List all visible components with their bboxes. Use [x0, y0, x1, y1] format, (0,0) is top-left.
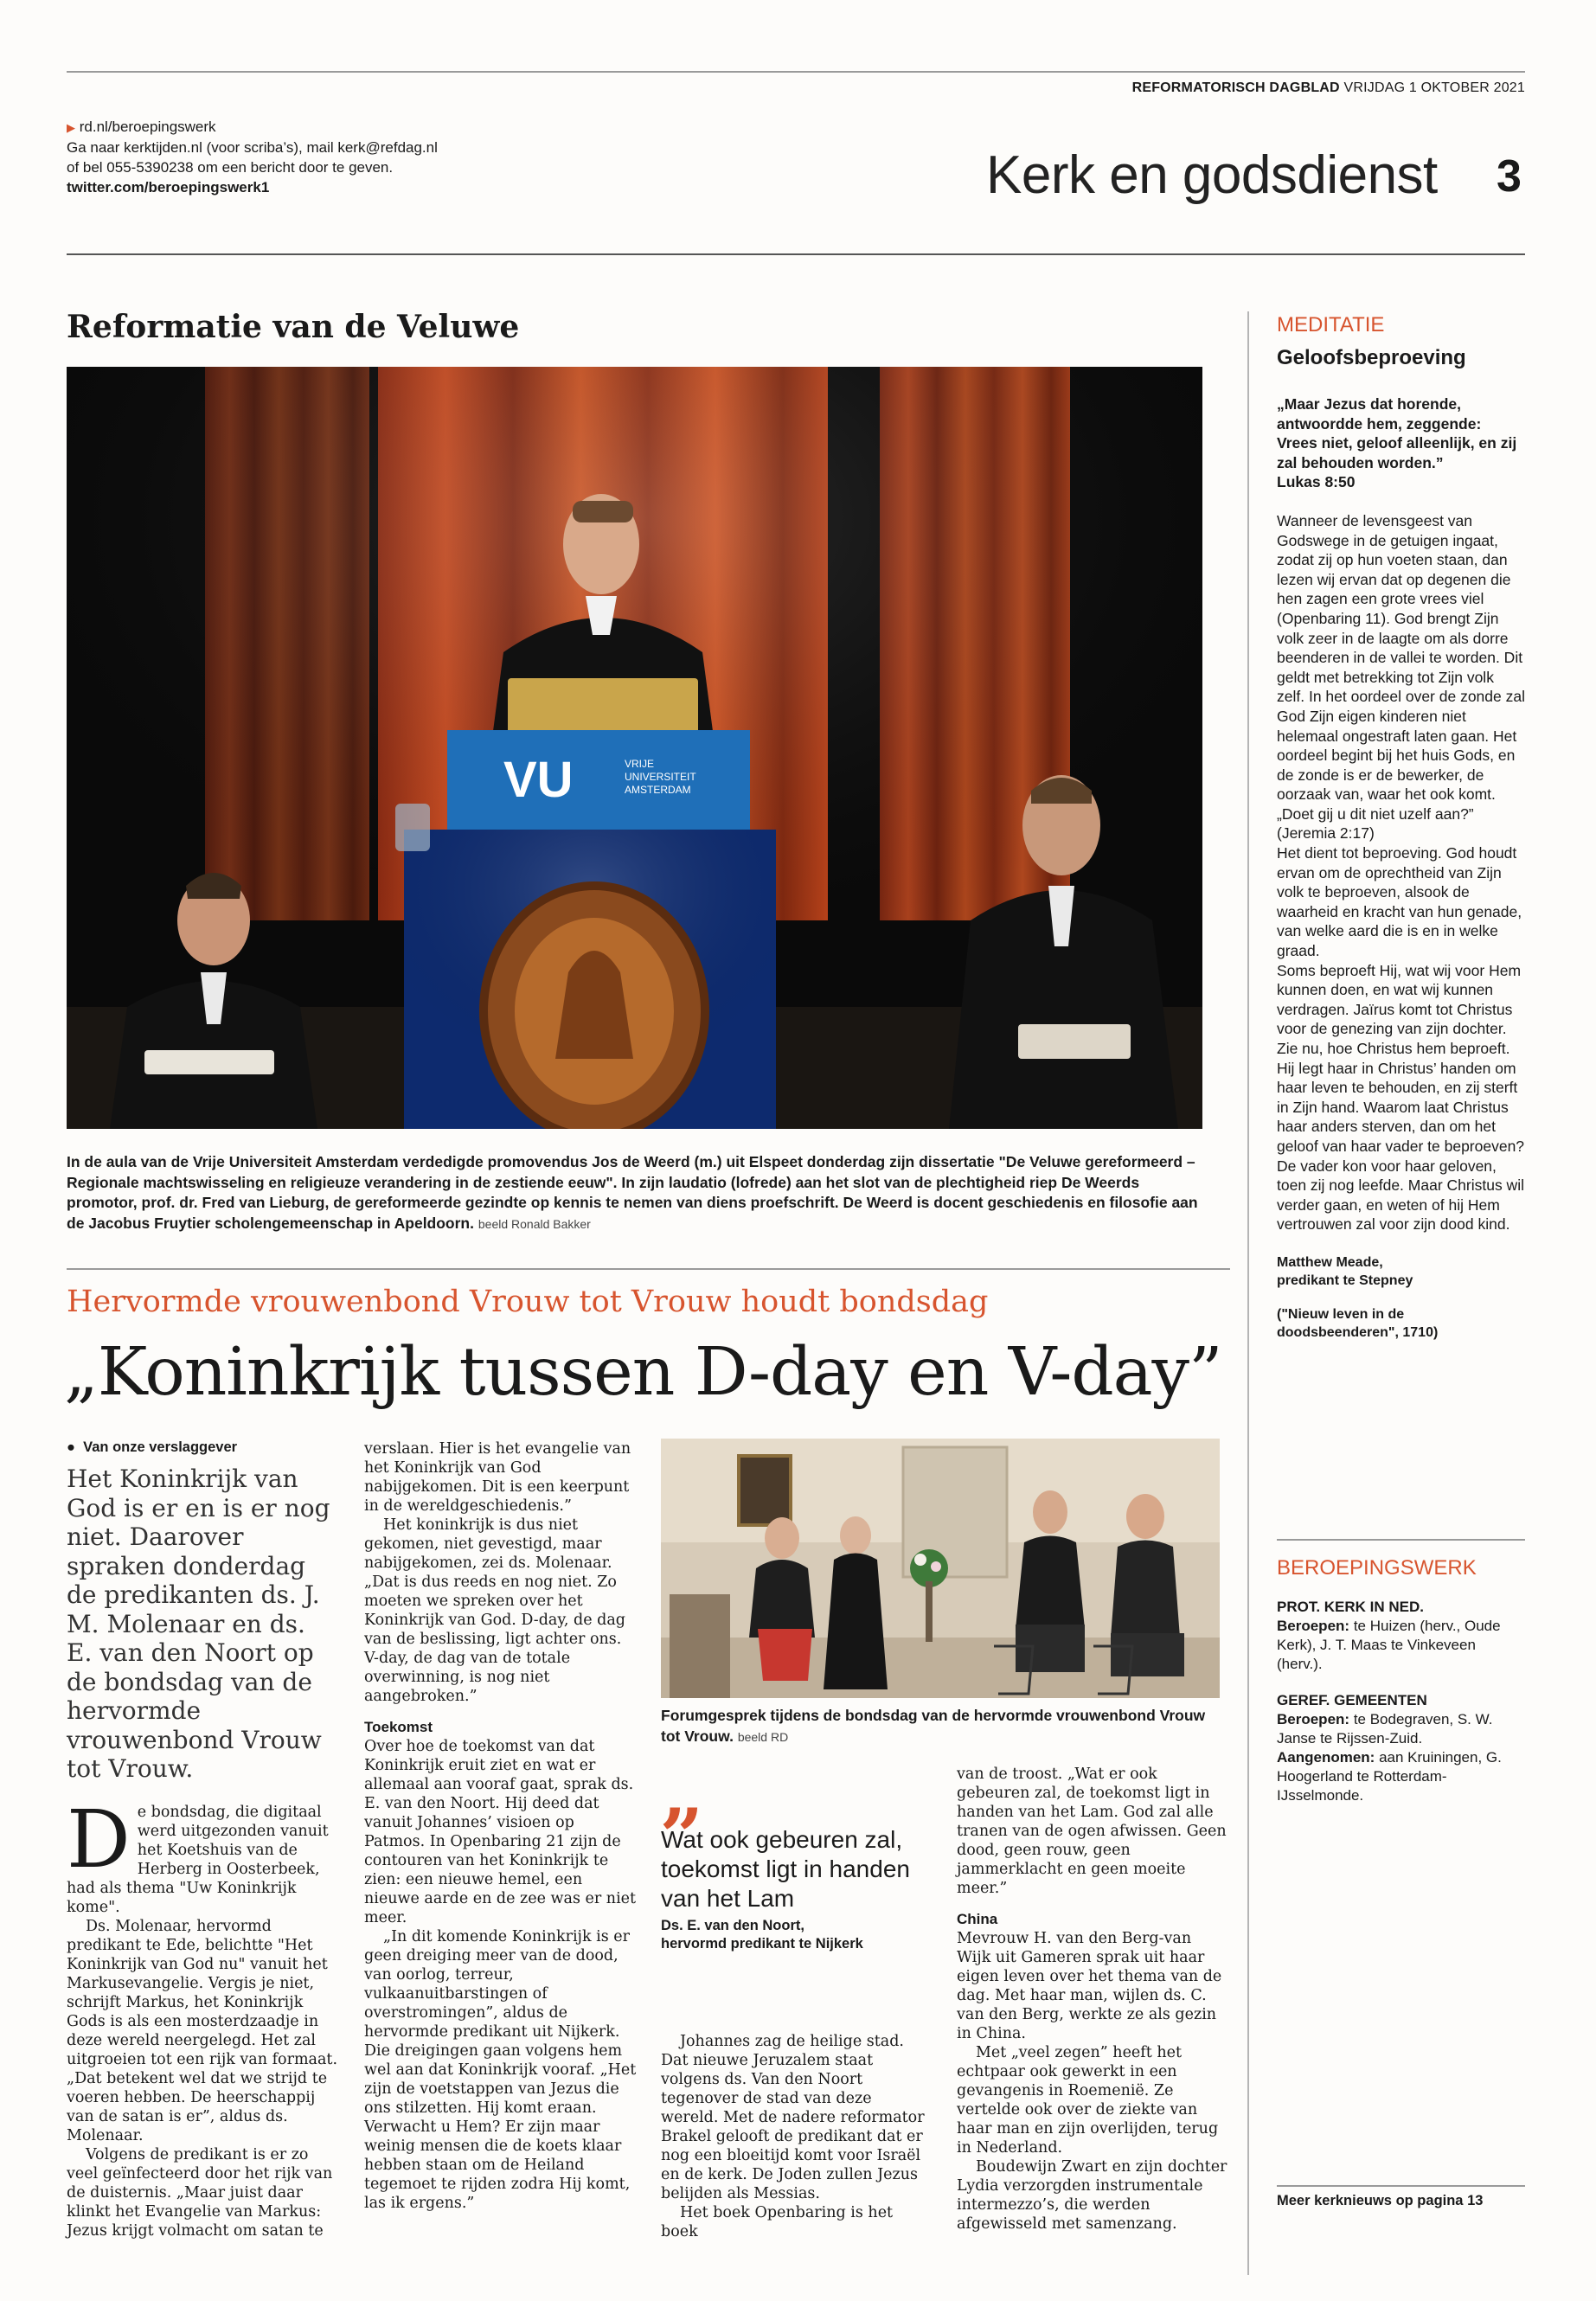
- gg-heading: GEREF. GEMEENTEN: [1277, 1692, 1427, 1708]
- article-paragraph: Het boek Openbaring is het boek: [661, 2204, 894, 2240]
- article-column-1: [67, 1439, 337, 2240]
- verse-text: „Maar Jezus dat horende, antwoordde hem, zeggende: Vrees niet, geloof alleenlijk, en zij zal behouden worden.”: [1277, 395, 1517, 471]
- beroepingswerk-box: [1277, 1554, 1525, 1805]
- article-paragraph: „In dit komende Koninkrijk is er geen dreiging meer van de dood, van oorlog, terreur, vulkaanuitbarstingen of overstromingen”, aldus de hervormde predikant uit Nijkerk. Die dreigingen gaan volgens hem wel aan dat Koninkrijk vooraf. „Het zijn de voetstappen van Jezus die ons stilzetten. Hij komt eraan. Verwacht u Hem? Er zijn maar weinig mensen die de koets klaar hebben staan om de Heiland tegemoet te rijden zodra Hij komt, las ik ergens.”: [364, 1928, 637, 2212]
- info-line-1: Ga naar kerktijden.nl (voor scriba’s), mail kerk@refdag.nl: [67, 139, 438, 156]
- meditation-paragraph: Het dient tot beproeving. God houdt ervan om de oprechtheid van Zijn volk te beproeven, alsook de waarheid en kracht van hun genade, van welke aard die is en in welke graad.: [1277, 844, 1522, 960]
- meditation-paragraph: Wanneer de levensgeest van Godswege in de getuigen ingaat, zodat zij op hun voeten staan, dan lezen wij ervan dat op degenen die hen zagen een grote vrees viel (Openbaring 11). God brengt Zijn volk zeer in de laagte om als dorre beenderen in de vallei te worden. Dit geldt met betrekking tot Zijn volk zelf. In het oordeel over de zonde zal God Zijn eigen kinderen niet helemaal ongestraft laten gaan. Het oordeel begint bij het huis Gods, en de zonde is er de bewerker, de oorzaak van, waar het ook komt. „Doet gij u dit niet uzelf aan?” (Jeremia 2:17): [1277, 511, 1525, 843]
- page-number: 3: [1497, 151, 1522, 202]
- bullet-icon: ●: [67, 1439, 75, 1455]
- sidebar: [1277, 311, 1525, 1342]
- masthead-dateline: [1132, 80, 1525, 96]
- meditation-paragraph: Soms beproeft Hij, wat wij voor Hem kunnen doen, en wat wij kunnen verdragen. Jaïrus komt tot Christus voor de genezing van zijn dochter. Zie nu, hoe Christus hem beproeft. Hij legt haar in Christus’ handen om haar leven te behouden, en zij sterft in Zijn hand. Waarom laat Christus haar anders sterven, dan om het geloof van haar vader te beproeven? De vader kon voor haar geloven, toen zij nog leefde. Maar Christus wil verder gaan, en weten of hij Hem vertrouwen zal voor zijn dood kind.: [1277, 961, 1525, 1234]
- top-story-caption: [67, 1152, 1208, 1234]
- caption-text: In de aula van de Vrije Universiteit Amsterdam verdedigde promovendus Jos de Weerd (m.) uit Elspeet donderdag zijn dissertatie "De Veluwe gereformeerd – Regionale machtswisseling en religieuze verandering in de zestiende eeuw". In zijn laudatio (lofrede) aan het slot van de plechtigheid riep De Weerds promotor, prof. dr. Fred van Lieburg, de gereformeerde gezindte op kennis te nemen van diens proefschrift. De Weerd is docent geschiedenis en filosofie aan de Jacobus Fruytier scholengemeenschap in Apeldoorn.: [67, 1153, 1198, 1232]
- article-paragraph: Johannes zag de heilige stad. Dat nieuwe Jeruzalem staat volgens ds. Van den Noort tegenover de stad van deze wereld. Met de nadere reformator Brakel gelooft de predikant dat er nog een bloeitijd komt voor Israël en de kerk. De Joden zullen Jezus belijden als Messias.: [661, 2033, 925, 2202]
- gg-aangenomen-label: Aangenomen:: [1277, 1749, 1375, 1766]
- more-news-link[interactable]: Meer kerknieuws op pagina 13: [1277, 2193, 1484, 2208]
- promotion-photo: [67, 367, 1202, 1129]
- info-line-2: of bel 055-5390238 om een bericht door te geven.: [67, 159, 394, 176]
- article-paragraph: Boudewijn Zwart en zijn dochter Lydia verzorgden instrumentale intermezzo’s, die werden afgewisseld met samenzang.: [957, 2158, 1227, 2233]
- info-twitter[interactable]: twitter.com/beroepingswerk1: [67, 179, 270, 195]
- author-role: predikant te Stepney: [1277, 1272, 1413, 1288]
- attribution-line-1: Ds. E. van den Noort,: [661, 1918, 804, 1933]
- meditatie-source: ("Nieuw leven in de doodsbeenderen", 1710): [1277, 1306, 1439, 1340]
- pull-quote: [661, 1747, 933, 1953]
- vu-name-3: AMSTERDAM: [625, 784, 691, 796]
- vu-name-1: VRIJE: [625, 758, 655, 770]
- article-paragraph: Over hoe de toekomst van dat Koninkrijk eruit ziet en wat er allemaal aan vooraf gaat, sprak ds. E. van den Noort. Hij deed dat vanuit Johannes’ visioen op Patmos. In Openbaring 21 zijn de contouren van het Koninkrijk te zien: een nieuwe hemel, een nieuwe aarde en de zee was er niet meer.: [364, 1738, 637, 1926]
- article-paragraph: e bondsdag, die digitaal werd uitgezonden vanuit het Koetshuis van de Herberg in Oosterbeek, had als thema "Uw Koninkrijk kome".: [67, 1803, 329, 1916]
- byline-text: Van onze verslaggever: [83, 1439, 238, 1455]
- author-name: Matthew Meade,: [1277, 1254, 1383, 1270]
- info-block: [67, 117, 438, 197]
- forum-photo: [661, 1439, 1220, 1698]
- subhead-china: China: [957, 1911, 998, 1927]
- meditatie-body: [1277, 511, 1525, 1234]
- byline: [67, 1439, 337, 1456]
- pkn-heading: PROT. KERK IN NED.: [1277, 1599, 1425, 1615]
- meditatie-title: Geloofsbeproeving: [1277, 346, 1466, 369]
- article-paragraph: Ds. Molenaar, hervormd predikant te Ede, belichtte "Het Koninkrijk van God nu" vanuit het Markusevangelie. Vergis je niet, schrijft Markus, het Koninkrijk Gods is als een mosterdzaadje in deze wereld neergelegd. Het zal uitgroeien tot een rijk van formaat. „Dat betekent wel dat we strijd te voeren hebben. De heerschappij van de satan is er”, aldus ds. Molenaar.: [67, 1917, 338, 2144]
- pull-quote-text: Wat ook gebeuren zal, toekomst ligt in handen van het Lam: [661, 1826, 910, 1912]
- meditatie-author: [1277, 1253, 1525, 1290]
- article-paragraph: verslaan. Hier is het evangelie van het Koninkrijk van God nabijgekomen. Dit is een keerpunt in de wereldgeschiedenis.”: [364, 1440, 631, 1515]
- article-column-3: [661, 2032, 933, 2241]
- top-story-heading: Reformatie van de Veluwe: [67, 309, 520, 345]
- article-kicker: Hervormde vrouwenbond Vrouw tot Vrouw houdt bondsdag: [67, 1285, 989, 1319]
- info-link[interactable]: rd.nl/beroepingswerk: [79, 119, 216, 135]
- pkn-beroepen: te Huizen (herv., Oude Kerk), J. T. Maas te Vinkeveen (herv.).: [1277, 1618, 1501, 1672]
- publication-name: REFORMATORISCH DAGBLAD: [1131, 80, 1340, 95]
- photo-credit: beeld Ronald Bakker: [478, 1216, 591, 1231]
- gg-aangenomen: aan Kruiningen, G. Hoogerland te Rotterdam-IJsselmonde.: [1277, 1749, 1502, 1804]
- pkn-beroepen-label: Beroepen:: [1277, 1618, 1350, 1634]
- pkn-section: [1277, 1598, 1525, 1674]
- meditatie-label: MEDITATIE: [1277, 313, 1385, 336]
- article-paragraph: Volgens de predikant is er zo veel geïnfecteerd door het rijk van de duisternis. „Maar juist daar klinkt het Evangelie van Markus: Jezus krijgt volmacht om satan te: [67, 2145, 333, 2240]
- article-paragraph: Mevrouw H. van den Berg-van Wijk uit Gameren sprak uit haar eigen leven over het thema van de dag. Met haar man, wijlen ds. C. van den Berg, werkte ze als gezin in China.: [957, 1930, 1222, 2042]
- article-paragraph: Met „veel zegen” heeft het echtpaar ook gewerkt in een gevangenis in Roemenië. Ze vertelde ook over de ziekte van haar man en zijn overlijden, terug in Nederland.: [957, 2044, 1219, 2157]
- article-paragraph: Het koninkrijk is dus niet gekomen, niet gevestigd, maar nabijgekomen, zei ds. Molenaar. „Dat is dus reeds en nog niet. Zo moeten we spreken over het Koninkrijk van God. D-day, de dag van de beslissing, ligt achter ons. V-day, de dag van de totale overwinning, is nog niet aangebroken.”: [364, 1516, 625, 1705]
- article-headline: „Koninkrijk tussen D-day en V-day”: [64, 1334, 1222, 1411]
- arrow-right-icon: ▶: [67, 121, 75, 134]
- forum-photo-caption: [661, 1706, 1220, 1747]
- forum-caption-text: Forumgesprek tijdens de bondsdag van de hervormde vrouwenbond Vrouw tot Vrouw.: [661, 1707, 1206, 1745]
- vu-name-2: UNIVERSITEIT: [625, 771, 696, 783]
- drop-cap: D: [67, 1792, 131, 1886]
- pull-quote-attribution: [661, 1917, 933, 1953]
- vu-logo-text: VU: [503, 752, 574, 808]
- beroepingswerk-label: BEROEPINGSWERK: [1277, 1556, 1477, 1580]
- section-title: Kerk en godsdienst: [986, 145, 1438, 205]
- gg-section: [1277, 1691, 1525, 1805]
- forum-photo-credit: beeld RD: [737, 1729, 789, 1744]
- article-paragraph: van de troost. „Wat er ook gebeuren zal, de toekomst ligt in handen van het Lam. God zal alle tranen van de ogen afwissen. Geen dood, geen rouw, geen jammerklacht en geen moeite meer.”: [957, 1766, 1227, 1897]
- gg-beroepen: te Bodegraven, S. W. Janse te Rijssen-Zuid.: [1277, 1711, 1493, 1747]
- quote-mark-icon: „: [661, 1747, 705, 1837]
- attribution-line-2: hervormd predikant te Nijkerk: [661, 1936, 863, 1952]
- article-column-2: [364, 1439, 637, 2213]
- gg-beroepen-label: Beroepen:: [1277, 1711, 1350, 1727]
- verse-reference: Lukas 8:50: [1277, 473, 1356, 491]
- publication-date: VRIJDAG 1 OKTOBER 2021: [1343, 80, 1525, 95]
- article-lead: Het Koninkrijk van God is er en is er nog niet. Daarover spraken donderdag de predikanten ds. J. M. Molenaar en ds. E. van den Noort op de bondsdag van de hervormde vrouwenbond Vrouw tot Vrouw.: [67, 1465, 330, 1783]
- article-column-4: [957, 1765, 1229, 2234]
- subhead-toekomst: Toekomst: [364, 1719, 433, 1735]
- meditatie-verse: [1277, 394, 1525, 492]
